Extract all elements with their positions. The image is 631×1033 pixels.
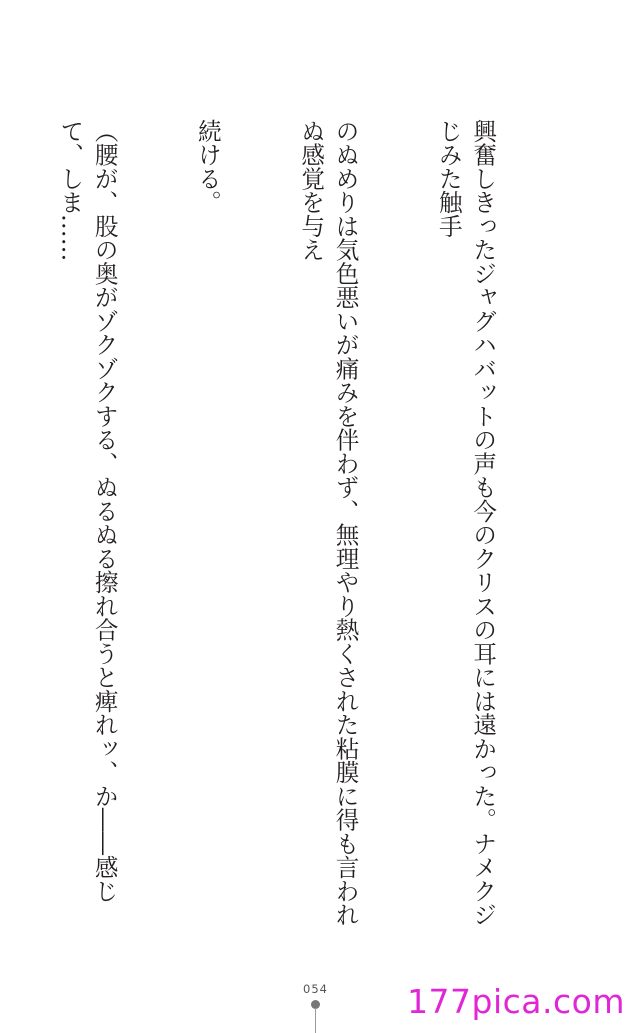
page-number-stem-divider [315, 1008, 316, 1033]
text-line: （腰が、股の奥がゾクゾクする、ぬるぬる擦れ合うと痺れッ、か――感じて、しま…… [56, 119, 119, 903]
page-number: 054 [303, 982, 328, 996]
body-text [0, 119, 569, 949]
text-line: 興奮しきったジャグハバットの声も今のクリスの耳には遠かった。ナメクジじみた触手 [434, 119, 498, 927]
watermark: 177pica.com [407, 982, 625, 1021]
text-line: のぬめりは気色悪いが痛みを伴わず、無理やり熱くされた粘膜に得も言われぬ感覚を与え [297, 119, 360, 927]
text-line: 続ける。 [193, 119, 222, 214]
